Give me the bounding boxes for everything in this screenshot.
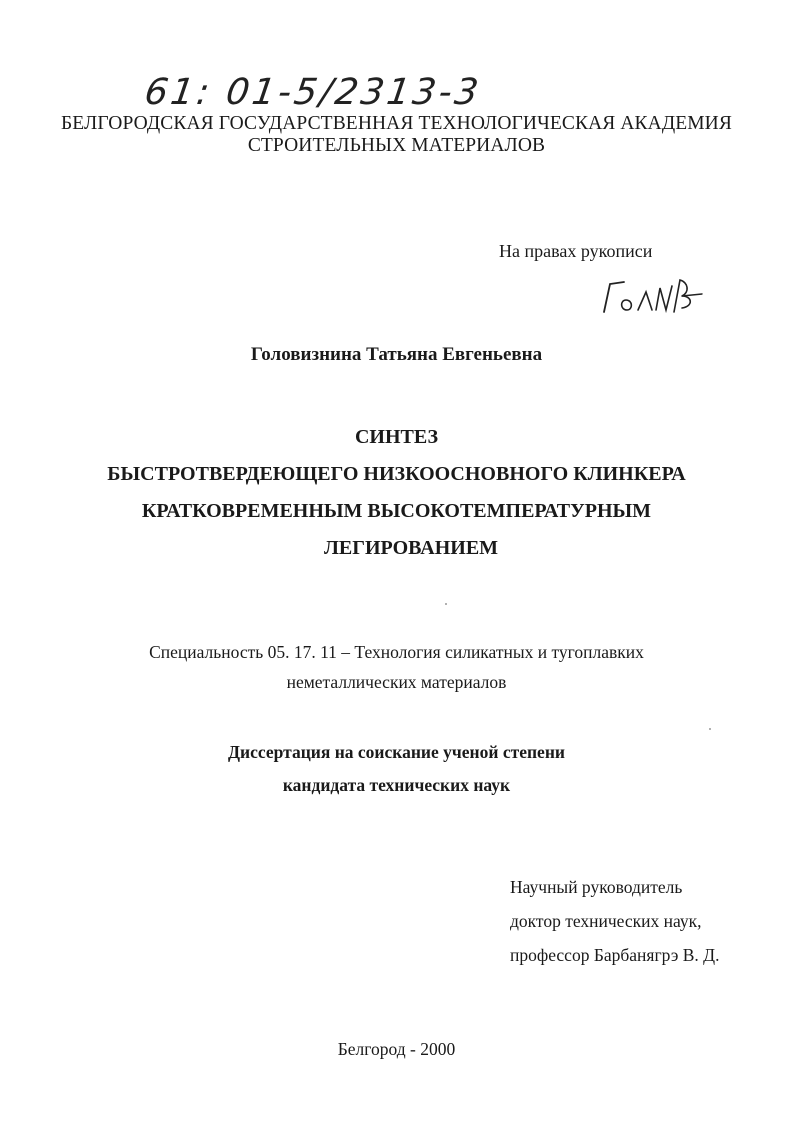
- supervisor-line-2: доктор технических наук,: [510, 911, 702, 931]
- specialty-line-2: неметаллических материалов: [286, 672, 507, 692]
- institution-line-1: БЕЛГОРОДСКАЯ ГОСУДАРСТВЕННАЯ ТЕХНОЛОГИЧЕСКАЯ АКАДЕМИЯ: [61, 113, 732, 134]
- title-line-4: ЛЕГИРОВАНИЕМ: [324, 537, 499, 559]
- scan-speck: [445, 603, 447, 605]
- title-line-1: СИНТЕЗ: [354, 426, 439, 448]
- title-line-2: БЫСТРОТВЕРДЕЮЩЕГО НИЗКООСНОВНОГО КЛИНКЕРА: [107, 463, 686, 485]
- rights-note: На правах рукописи: [499, 241, 653, 261]
- institution-line-2: СТРОИТЕЛЬНЫХ МАТЕРИАЛОВ: [247, 135, 546, 156]
- supervisor-block: [510, 870, 719, 972]
- archive-code: 61: 01-5/2313-3: [142, 72, 484, 113]
- city-year: Белгород - 2000: [337, 1039, 456, 1059]
- supervisor-line-1: Научный руководитель: [510, 877, 683, 897]
- scan-speck: [709, 728, 711, 730]
- signature-icon: [598, 272, 708, 322]
- dissertation-line-2: кандидата технических наук: [282, 775, 511, 795]
- dissertation-line-1: Диссертация на соискание ученой степени: [228, 742, 565, 762]
- title-line-3: КРАТКОВРЕМЕННЫМ ВЫСОКОТЕМПЕРАТУРНЫМ: [141, 500, 652, 522]
- supervisor-line-3: профессор Барбанягрэ В. Д.: [510, 945, 720, 965]
- author-name: Головизнина Татьяна Евгеньевна: [250, 344, 543, 365]
- specialty-line-1: Специальность 05. 17. 11 – Технология силикатных и тугоплавких: [149, 642, 644, 662]
